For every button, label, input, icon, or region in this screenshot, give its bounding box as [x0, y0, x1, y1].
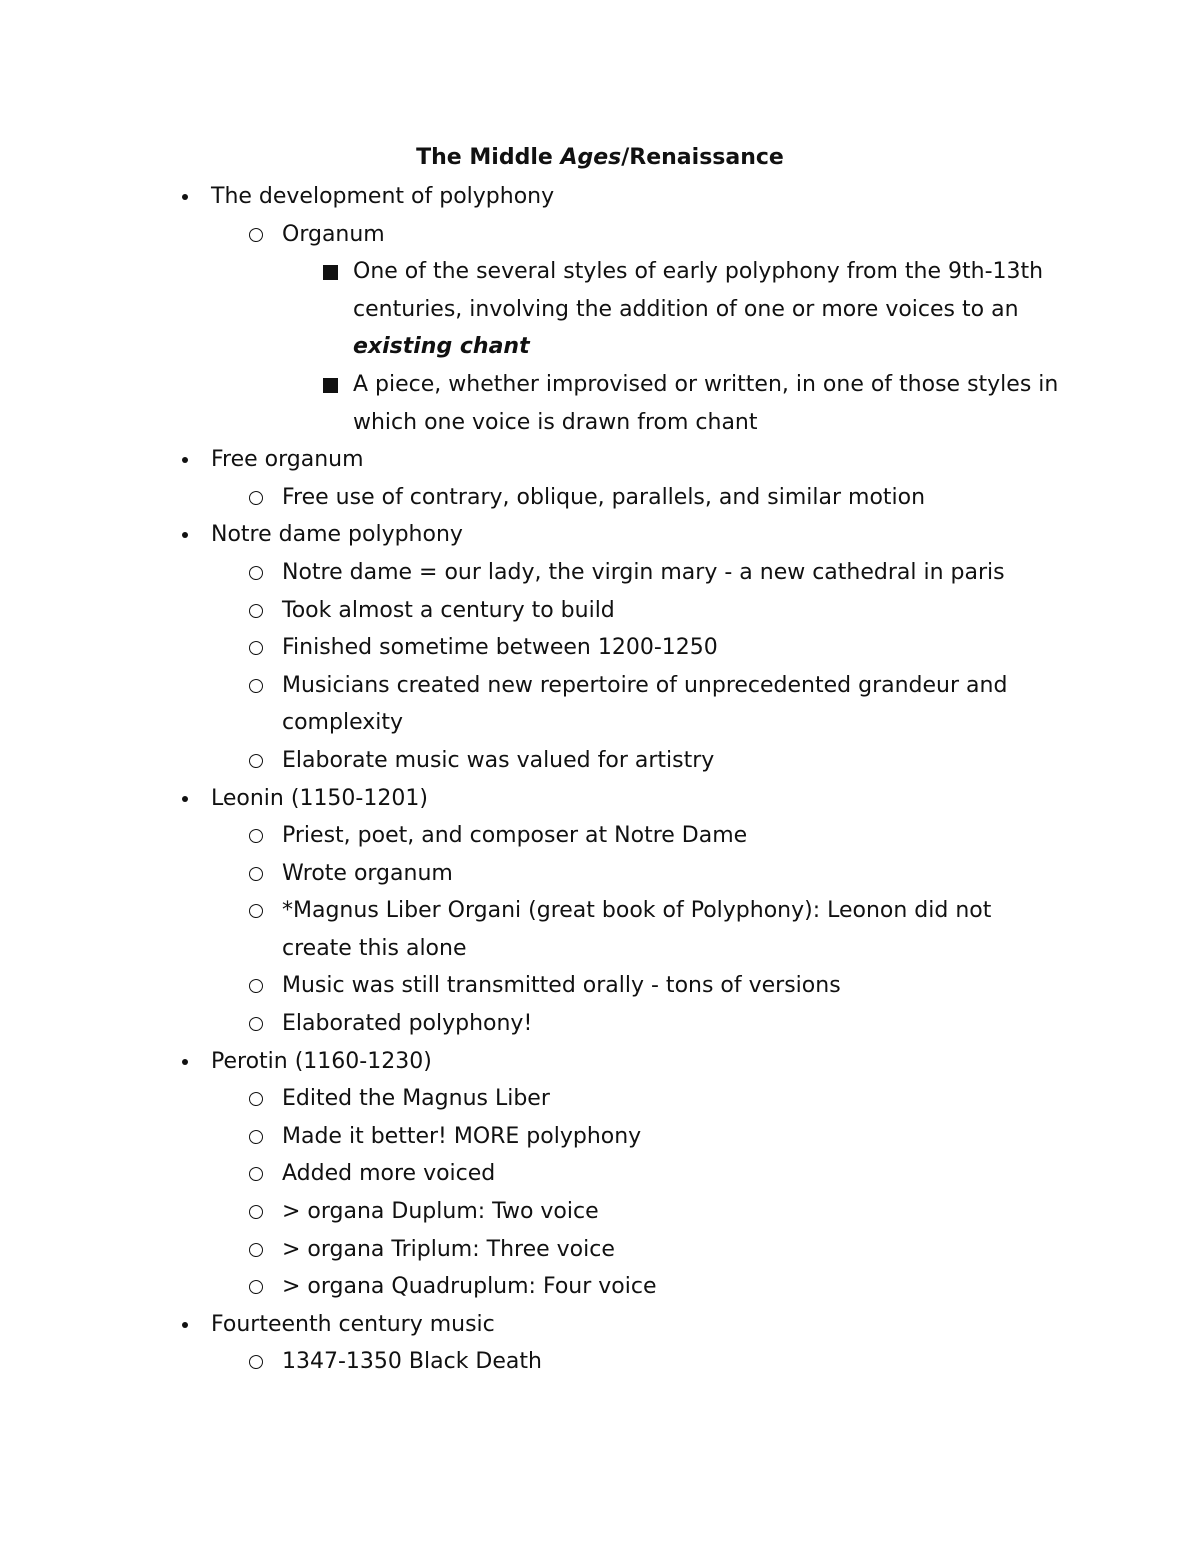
outline-item-text: Priest, poet, and composer at Notre Dame [282, 823, 748, 849]
title-part-2: Ages [560, 145, 622, 170]
emphasis-text: existing chant [353, 334, 530, 360]
bullet-circle-icon [249, 1017, 263, 1031]
outline-subitem [0, 629, 1200, 667]
outline-item-text: > organa Quadruplum: Four voice [282, 1274, 657, 1300]
outline-subitem [0, 1080, 1200, 1118]
outline-item-notre-dame-polyphony [0, 516, 1200, 554]
bullet-circle-icon [249, 829, 263, 843]
outline-item-text: A piece, whether improvised or written, in one of those styles in [353, 371, 1059, 397]
outline-item-text: 1347-1350 Black Death [282, 1349, 542, 1375]
outline-subitem [0, 1268, 1200, 1306]
outline-item-text: > organa Triplum: Three voice [282, 1236, 615, 1262]
outline-subitem [0, 1193, 1200, 1231]
bullet-circle-icon [249, 641, 263, 655]
bullet-circle-icon [249, 1167, 263, 1181]
outline-item-text: Wrote organum [282, 860, 453, 886]
bullet-circle-icon [249, 979, 263, 993]
outline-item-text: create this alone [282, 935, 467, 961]
bullet-circle-icon [249, 1092, 263, 1106]
outline-subitem [0, 742, 1200, 780]
bullet-dot-icon [182, 1059, 188, 1065]
outline-subitem [0, 1155, 1200, 1193]
bullet-circle-icon [249, 604, 263, 618]
title-part-3: /Renaissance [621, 145, 784, 170]
outline-item-text: Made it better! MORE polyphony [282, 1123, 642, 1149]
outline-item-text: Edited the Magnus Liber [282, 1086, 550, 1112]
outline-item-text: One of the several styles of early polyphony from the 9th-13th [353, 259, 1044, 285]
outline-item-text: > organa Duplum: Two voice [282, 1199, 599, 1225]
bullet-circle-icon [249, 1280, 263, 1294]
bullet-circle-icon [249, 754, 263, 768]
title-part-1: The Middle [416, 145, 561, 170]
outline-item-text: Took almost a century to build [282, 597, 615, 623]
bullet-square-icon [323, 378, 338, 393]
bullet-circle-icon [249, 228, 263, 242]
outline-item-text: The development of polyphony [211, 184, 555, 209]
outline-subitem [0, 967, 1200, 1005]
outline-subitem [0, 892, 1200, 930]
outline-item-text: Free organum [211, 447, 364, 473]
outline-subitem [0, 1343, 1200, 1381]
outline-item-text: centuries, involving the addition of one or more voices to an [353, 296, 1019, 322]
outline-subitem [0, 1005, 1200, 1043]
outline-list [0, 178, 1200, 1381]
bullet-circle-icon [249, 679, 263, 693]
outline-subitem [0, 479, 1200, 517]
outline-subitem [0, 817, 1200, 855]
bullet-circle-icon [249, 867, 263, 881]
outline-item-text: Notre dame polyphony [211, 522, 463, 548]
outline-item-fourteenth-century [0, 1306, 1200, 1344]
outline-item-text: *Magnus Liber Organi (great book of Polyphony): Leonon did not [282, 898, 992, 924]
bullet-dot-icon [182, 1322, 188, 1328]
outline-item-text: Added more voiced [282, 1161, 496, 1187]
outline-continuation-line [0, 930, 1200, 968]
bullet-circle-icon [249, 566, 263, 580]
bullet-circle-icon [249, 491, 263, 505]
bullet-dot-icon [182, 457, 188, 463]
outline-subitem [0, 1231, 1200, 1269]
bullet-circle-icon [249, 1355, 263, 1369]
bullet-dot-icon [182, 194, 188, 200]
outline-item-text: Elaborated polyphony! [282, 1011, 533, 1037]
outline-continuation-line [0, 704, 1200, 742]
outline-item-perotin [0, 1043, 1200, 1081]
outline-item-text: Musicians created new repertoire of unprecedented grandeur and [282, 672, 1008, 698]
outline-item-free-organum [0, 441, 1200, 479]
bullet-circle-icon [249, 1130, 263, 1144]
outline-continuation-line [0, 328, 1200, 366]
outline-item-text: which one voice is drawn from chant [353, 409, 758, 435]
outline-subitem [0, 592, 1200, 630]
outline-item-text: Elaborate music was valued for artistry [282, 747, 715, 773]
outline-subitem [0, 667, 1200, 705]
bullet-dot-icon [182, 796, 188, 802]
outline-item-text: Organum [282, 221, 385, 247]
outline-item-text: Perotin (1160-1230) [211, 1048, 432, 1074]
outline-item-text: complexity [282, 710, 403, 736]
outline-subitem [0, 855, 1200, 893]
bullet-square-icon [323, 265, 338, 280]
outline-subsubitem-organum-piece [0, 366, 1200, 404]
outline-item-development-of-polyphony [0, 178, 1200, 216]
outline-item-text: Music was still transmitted orally - tons of versions [282, 973, 841, 999]
outline-continuation-line [0, 404, 1200, 442]
bullet-circle-icon [249, 1243, 263, 1257]
outline-item-leonin [0, 780, 1200, 818]
bullet-circle-icon [249, 1205, 263, 1219]
outline-subitem-organum [0, 216, 1200, 254]
outline-continuation-line [0, 291, 1200, 329]
page-title [0, 143, 1200, 173]
outline-subitem [0, 554, 1200, 592]
bullet-dot-icon [182, 532, 188, 538]
outline-subsubitem-organum-definition [0, 253, 1200, 291]
outline-item-text: Finished sometime between 1200-1250 [282, 635, 718, 661]
outline-subitem [0, 1118, 1200, 1156]
outline-item-text: Leonin (1150-1201) [211, 785, 428, 811]
outline-item-text: Free use of contrary, oblique, parallels, and similar motion [282, 484, 926, 510]
outline-item-text: Notre dame = our lady, the virgin mary - a new cathedral in paris [282, 559, 1005, 585]
bullet-circle-icon [249, 904, 263, 918]
outline-item-text: Fourteenth century music [211, 1311, 495, 1337]
